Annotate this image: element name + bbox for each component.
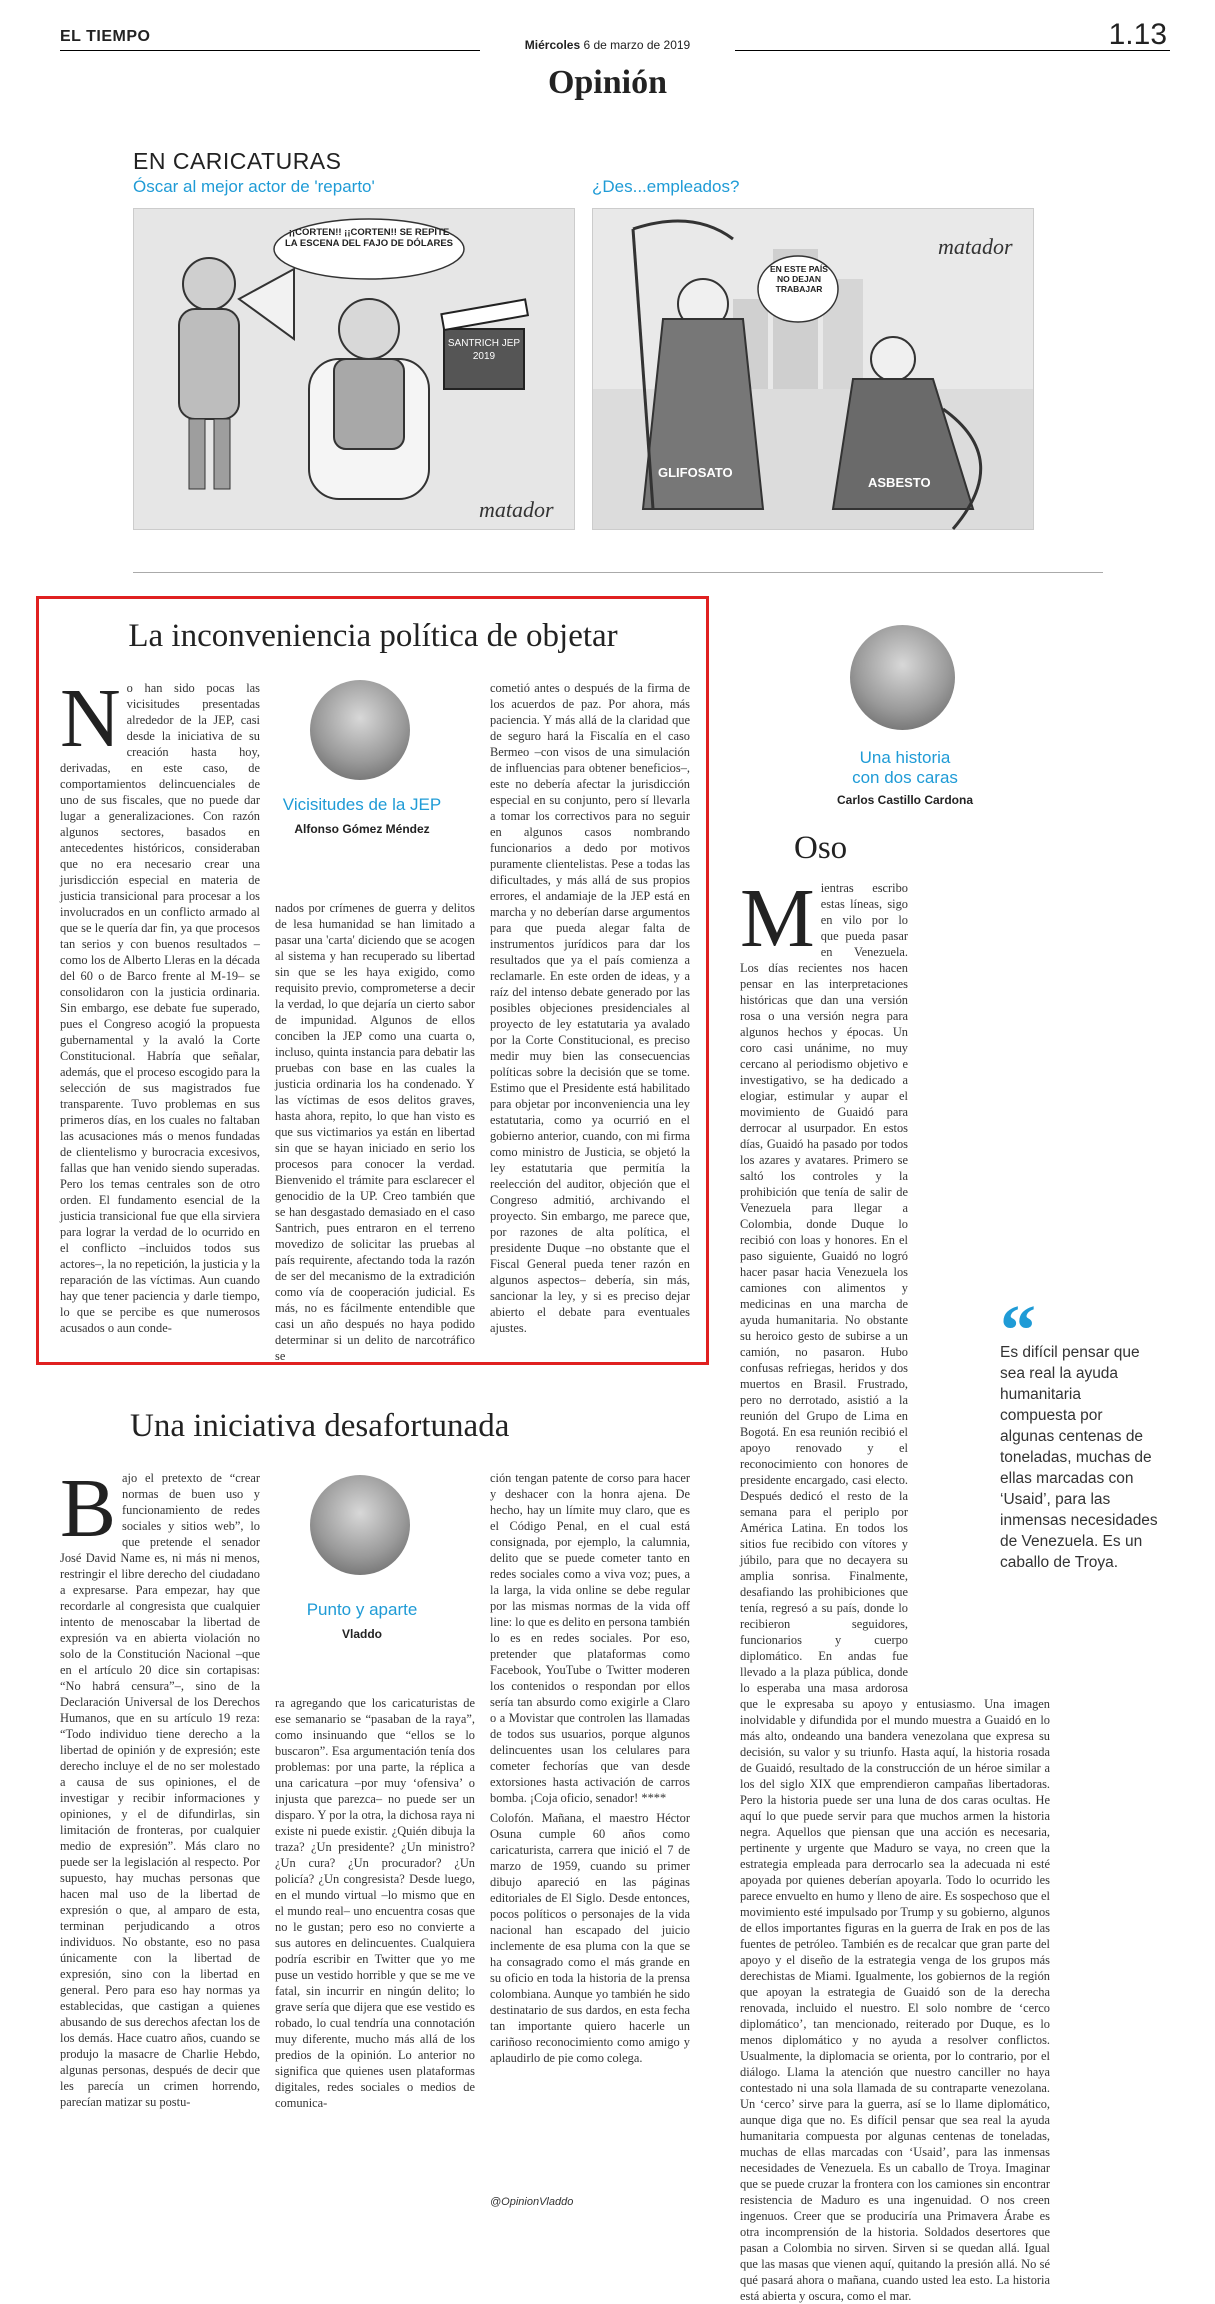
header-rule-right [735, 50, 1170, 51]
article3-dropcap: M [740, 872, 815, 965]
article2-title: Una iniciativa desafortunada [130, 1408, 510, 1444]
article1-column-2 [275, 900, 475, 1363]
newspaper-logo: EL TIEMPO [60, 28, 151, 45]
cartoon-right-signature: matador [938, 234, 1013, 259]
caricatures-heading: EN CARICATURAS [133, 148, 342, 174]
page-number: 1.13 [1108, 18, 1167, 51]
article3-title: Oso [794, 830, 848, 866]
issue-date [480, 38, 735, 52]
cartoon-right-drawing [593, 209, 1033, 529]
cartoon-right [592, 208, 1034, 530]
article1-column-3 [490, 680, 690, 1352]
article3-body-text: ientras escribo estas líneas, sigo en vilo por lo que pueda pasar en Venezuela. Los días recientes nos hacen pensar en las interpretaciones históricas que dan una versión rosa o una versión negra para algunos hechos y épocas. Un coro casi unánime, no muy cercano al periodismo objetivo e investigativo, se ha dedicado a elogiar, estimular y aupar el movimiento de Guaidó para derrocar al usurpador. En estos días, Guaidó ha pasado por todos los azares y avatares. Primero se saltó los controles y la prohibición que tenía de salir de Venezuela para llegar a Colombia, donde Duque lo recibió con loas y honores. En el paso siguiente, Guaidó no logró hacer pasar hacia Venezuela los camiones con alimentos y medicinas en una marcha de ayuda humanitaria. No obstante su heroico gesto de subirse a un camión, no pasaron. Hubo confusas refriegas, heridos y dos muertos en Brasil. Frustrado, pero no derrotado, asistió a la reunión del Grupo de Lima en Bogotá. En esa reunión recibió el apoyo renovado y el reconocimiento con honores de presidente encargado, casi electo. Después dedicó el resto de la semana para el periplo por América Latina. En todos los sitios fue recibido con vítores y júbilo, para que no decayera su amplia sonrisa. Finalmente, desafiando las prohibiciones que tenía, regresó a su país, donde lo recibieron seguidores, funcionarios y cuerpo diplomático. En andas fue llevado a la plaza pública, donde lo esperaba una masa ardorosa que le expresaba su apoyo y entusiasmo. Una imagen inolvidable y difundida por el mundo muestra a Guaidó en lo más alto, ondeando una bandera venezolana que expresa su decisión, su valor y su triunfo. Hasta aquí, la historia rosada de Guaidó, resultado de la construcción de un héroe similar a los del siglo XIX que emprendieron campañas libertadoras. Pero la historia puede ser una luna de dos caras ocultas. He aquí lo que puede servir para que muchos armen la historia negra. Aquellos que piensan que una acción es necesaria, pertinente y urgente que Maduro se vaya, no creen que la estrategia empleada para derrocarlo sea la adecuada ni esté apoyada por quienes deberían apoyarla. Todo lo ocurrido les parece envuelto en humo y lleno de aire. Es sospechoso que el movimiento esté impulsado por Trump y su gobierno, algunos de ellos importantes figuras en la guerra de Irak en pos de las fuentes de petróleo. También es de recalcar que gran parte del apoyo y el diseño de la estrategia venga de los grupos más derechistas de Miami. Igualmente, los gobiernos de la región que apoyan la estrategia de Guaidó son de la derecha renovada, incluido el nuestro. El solo nombre de ‘cerco diplomático’, tan mencionado, reiterado por Duque, es lo menos diplomático y no ayuda a resolver conflictos. Usualmente, la diplomacia se orienta, por lo contrario, por el diálogo. Llama la atención que nuestro canciller no haya contestado ni una sola llamada de su contraparte venezolana. Un ‘cerco’ sirve para la guerra, así se lo llame diplomático, aunque diga que no. Es difícil pensar que sea real la ayuda humanitaria compuesta por algunas centenas de toneladas, muchas de ellas marcadas con ‘Usaid’, para las inmensas necesidades de Venezuela. Es un caballo de Troya. Imaginar que se puede cruzar la frontera con los camiones sin encontrar resistencia de Maduro es una ingenuidad. O nos creen ingenuos. Creer que se produciría una Primavera Árabe es otra incomprensión de la historia. Soldados desertores que pasan a Colombia no sirven. Sirven si se quedan allá. Igual que las masas que vienen aquí, quitando la presión allá. No sé qué pasará ahora o mañana, cuando usted lea esto. La historia está abierta y oscura, como el mar. [740, 881, 1050, 2303]
article2-column-name: Punto y aparte [306, 1600, 418, 1619]
article3-column-name-line1: Una historia [859, 748, 951, 767]
article3-author: Carlos Castillo Cardona [836, 793, 974, 807]
cartoon-left [133, 208, 575, 530]
article1-column-1 [60, 672, 260, 1352]
cartoon-right-label-1: GLIFOSATO [658, 465, 733, 480]
article2-column-3 [490, 1470, 690, 2190]
article3-column-name-line2: con dos caras [852, 768, 958, 787]
article2-author: Vladdo [341, 1627, 382, 1641]
article2-dropcap: B [60, 1462, 117, 1555]
article1-author: Alfonso Gómez Méndez [294, 822, 430, 836]
article1-col3-text: cometió antes o después de la firma de los acuerdos de paz. Por ahora, más paciencia. Y más allá de la claridad que de seguro hará la Fiscalía en el caso Bermeo –con visos de una simulación de influencias para obtener beneficios–, este no debería afectar la jurisdicción especial en su conjunto, pero sí llevarla a tomar los correctivos para no seguir en algunos casos nombrando funcionarios a dedo por motivos puramente clientelistas. Pese a todas las dificultades, y más allá de sus propios errores, el andamiaje de la JEP está en marcha y no deberían darse argumentos para que pueda alegar falta de instrumentos jurídicos para dar los resultados que ya el país comienza a reclamarle. En este orden de ideas, y a raíz del intenso debate generado por las posibles objeciones presidenciales al proyecto de ley estatutaria ya avalado por la Corte Constitucional, es preciso medir muy bien las consecuencias políticas sobre la decisión que se tome. Estimo que el Presidente está habilitado para objetar por inconveniencia una ley estatutaria, como ya ocurrió en el gobierno anterior, cuando, con mi firma como ministro de Justicia, se objetó la ley estatutaria que permitía la reelección del auditor, objeción que el Congreso admitió, archivando el proyecto. Sin embargo, me parece que, por razones de alta política, el presidente Duque –no obstante que el Fiscal General pueda tener razón en algunos aspectos– debería, sin más, sancionar la ley, y si es preciso dejar abierto el debate para eventuales ajustes. [490, 681, 690, 1335]
article2-col2-text: ra agregando que los caricaturistas de ese semanario se “pasaban de la raya”, como insinuando que “ellos se lo buscaron”. Esa argumentación tenía dos problemas: por una parte, la réplica a una caricatura –por muy ‘ofensiva’ o injusta que parezca– no puede ser un disparo. Y por la otra, la dichosa raya ni existe ni puede existir. ¿Quién dibuja la traza? ¿Un presidente? ¿Un ministro? ¿Un cura? ¿Un procurador? ¿Un policía? ¿Un congresista? Desde luego, en el mundo virtual –lo mismo que en el mundo real– uno encuentra cosas que no le gustan; pero eso no convierte a sus autores en delincuentes. Cualquiera podría escribir en Twitter que yo me puse un vestido horrible y que se me ve fatal, sin incurrir en ningún delito; lo grave sería que dijera que ese vestido es robado, lo cual tendría una connotación muy diferente, mucho más allá de los predios de la opinión. Lo anterior no significa que quienes usen plataformas digitales, redes sociales o medios de comunica- [275, 1696, 475, 2110]
article1-col2-text: nados por crímenes de guerra y delitos de lesa humanidad se han limitado a pasar una 'carta' diciendo que se acogen al sistema y han recuperado su libertad sin que se les haya exigido, como requisito previo, comprometerse a decir la verdad, lo que dejaría un cierto sabor de impunidad. Algunos de ellos conciben la JEP como una cuarta o, incluso, quinta instancia para debatir las pruebas con base en las cuales la justicia ordinaria los ha condenado. Y las víctimas de esos delitos graves, hasta ahora, repito, lo que han visto es que sus victimarios ya están en libertad sin que se hayan iniciado en serio los procesos para conocer la verdad. Bienvenido el trámite para esclarecer el genocidio de la UP. Creo también que se han desgastado demasiado en el caso Santrich, pues entraron en el terreno movedizo de solicitar las pruebas al país requirente, afectando toda la razón de ser del mecanismo de la extradición como vía de cooperación judicial. Es más, no es fácilmente entendible que casi un año después no haya podido determinar si un delito de narcotráfico se [275, 901, 475, 1363]
cartoon-right-bubble: EN ESTE PAÍS NO DEJAN TRABAJAR [770, 264, 828, 294]
cartoon-right-caption: ¿Des...empleados? [592, 177, 740, 196]
article2-col1-text: ajo el pretexto de “crear normas de buen uso y funcionamiento de redes sociales y sitios web”, lo que pretende el senador José David Name es, ni más ni menos, restringir el libre derecho del ciudadano a expresarse. Para empezar, hay que recordarle al congresista que cualquier intento de menoscabar la libertad de expresión va en abierta violación no solo de la Constitución Nacional –que en el artículo 20 dice sin cortapisas: “No habrá censura”–, sino de la Declaración Universal de los Derechos Humanos, que en su artículo 19 reza: “Todo individuo tiene derecho a la libertad de opinión y de expresión; este derecho incluye el de no ser molestado a causa de sus opiniones, el de investigar y recibir informaciones y opiniones, y el de difundirlas, sin limitación de fronteras, por cualquier medio de expresión”. Más claro no puede ser la legislación al respecto. Por supuesto, hay muchas personas que hacen mal uso de la libertad de expresión o que, al amparo de esta, terminan perjudicando a otros individuos. No obstante, eso no pasa únicamente con la libertad de expresión, sino con la libertad en general. Pero para eso hay normas ya establecidas, que castigan a quienes abusando de sus derechos afectan los de los demás. Hace cuatro años, cuando se produjo la masacre de Charlie Hebdo, algunas personas, después de decir que les parecía un crimen horrendo, parecían matizar su postu- [60, 1471, 260, 2109]
cartoon-left-caption: Óscar al mejor actor de 'reparto' [133, 177, 375, 196]
cartoon-left-signature: matador [479, 497, 554, 522]
article2-handle: @OpinionVladdo [490, 2196, 574, 2208]
article2-author-photo [310, 1475, 410, 1575]
article3-column-name [815, 748, 995, 788]
article2-colofon: Colofón. Mañana, el maestro Héctor Osuna cumple 60 años como caricaturista, carrera que inició el 7 de marzo de 1959, cuando su primer dibujo apareció en las páginas editoriales de El Siglo. Desde entonces, pocos políticos o personajes de la vida nacional han escapado del juicio inclemente de esa pluma con la que se ha consagrado como el más grande en su oficio en toda la historia de la prensa colombiana. Aunque yo también he sido destinatario de sus dardos, en esta fecha tan importante quiero hacerle un cariñoso reconocimiento como amigo y aplaudirlo de pie como colega. [490, 1811, 690, 2065]
section-title: Opinión [547, 64, 668, 101]
date-rest: 6 de marzo de 2019 [580, 38, 691, 52]
article1-author-photo [310, 680, 410, 780]
article2-col3-text: ción tengan patente de corso para hacer y deshacer con la honra ajena. De hecho, hay un límite muy claro, que es el Código Penal, en el cual está consignada, por ejemplo, la calumnia, delito que se puede cometer tanto en redes sociales como a viva voz; pues, a la larga, la vida online se debe regular por las mismas normas de la vida off line: lo que es delito en persona también lo es en redes sociales. Por eso, pretender que plataformas como Facebook, YouTube o Twitter moderen los contenidos o respondan por ellos sería tan absurdo como exigirle a Claro o a Movistar que controlen las llamadas de todos sus usuarios, porque algunos delincuentes usan los celulares para cometer fechorías que van desde extorsiones hasta activación de carros bomba. ¡Coja oficio, senador! **** [490, 1471, 690, 1805]
cartoon-left-clapper-text: SANTRICH JEP 2019 [447, 338, 521, 362]
article1-column-name: Vicisitudes de la JEP [282, 795, 442, 814]
cartoon-left-drawing [134, 209, 574, 529]
pullquote-mark: “ [1000, 1290, 1036, 1370]
article1-title: La inconveniencia política de objetar [128, 618, 618, 654]
article2-column-1 [60, 1462, 260, 2215]
section-divider [133, 572, 1103, 573]
header-rule-left [60, 50, 480, 51]
article3-author-photo [850, 625, 955, 730]
article1-dropcap: N [60, 672, 121, 765]
pullquote: Es difícil pensar que sea real la ayuda humanitaria compuesta por algunas centenas de toneladas, muchas de ellas marcadas con ‘Usaid’, para las inmensas necesidades de Venezuela. Es un caballo de Troya. [1000, 1344, 1158, 1571]
date-day: Miércoles [524, 38, 581, 52]
cartoon-left-bubble: ¡¡CORTEN!! ¡¡CORTEN!! SE REPITE LA ESCENA DEL FAJO DE DÓLARES [284, 227, 454, 249]
cartoon-right-label-2: ASBESTO [868, 475, 931, 490]
article2-column-2 [275, 1695, 475, 2215]
article1-col1-text: o han sido pocas las vicisitudes presentadas alrededor de la JEP, casi desde la iniciativa de su creación hasta hoy, derivadas, en este caso, de comportamientos delincuenciales de uno de sus fiscales, que no puede dar lugar a generalizaciones. Con razón algunos sectores, basados en antecedentes históricos, consideraban que no era necesario crear una jurisdicción especial en materia de justicia transicional para procesar a los involucrados en un conflicto armado al que se le quería dar fin, ya que procesos tan serios y con buenos resultados –como los de Alberto Lleras en la década del 60 o de Barco frente al M-19– se consolidaron con la justicia ordinaria. Sin embargo, ese debate fue superado, pues el Congreso acogió la propuesta gubernamental y la avaló la Corte Constitucional. Habría que señalar, además, que el proceso escogido para la selección de sus magistrados fue transparente. Tuvo problemas en sus primeros días, en los cuales no faltaban las acusaciones más o menos fundadas de clientelismo y burocracia excesivos, fallas que han venido siendo superadas. Pero los temas centrales son de otro orden. El fundamento esencial de la justicia transicional fue que ella sirviera para lograr la verdad de lo ocurrido en el conflicto –incluidos todos sus actores–, la no repetición, la justicia y la reparación de las víctimas. Aun cuando hay que tener paciencia y darle tiempo, lo que se percibe es que numerosos acusados o aun conde- [60, 681, 260, 1335]
